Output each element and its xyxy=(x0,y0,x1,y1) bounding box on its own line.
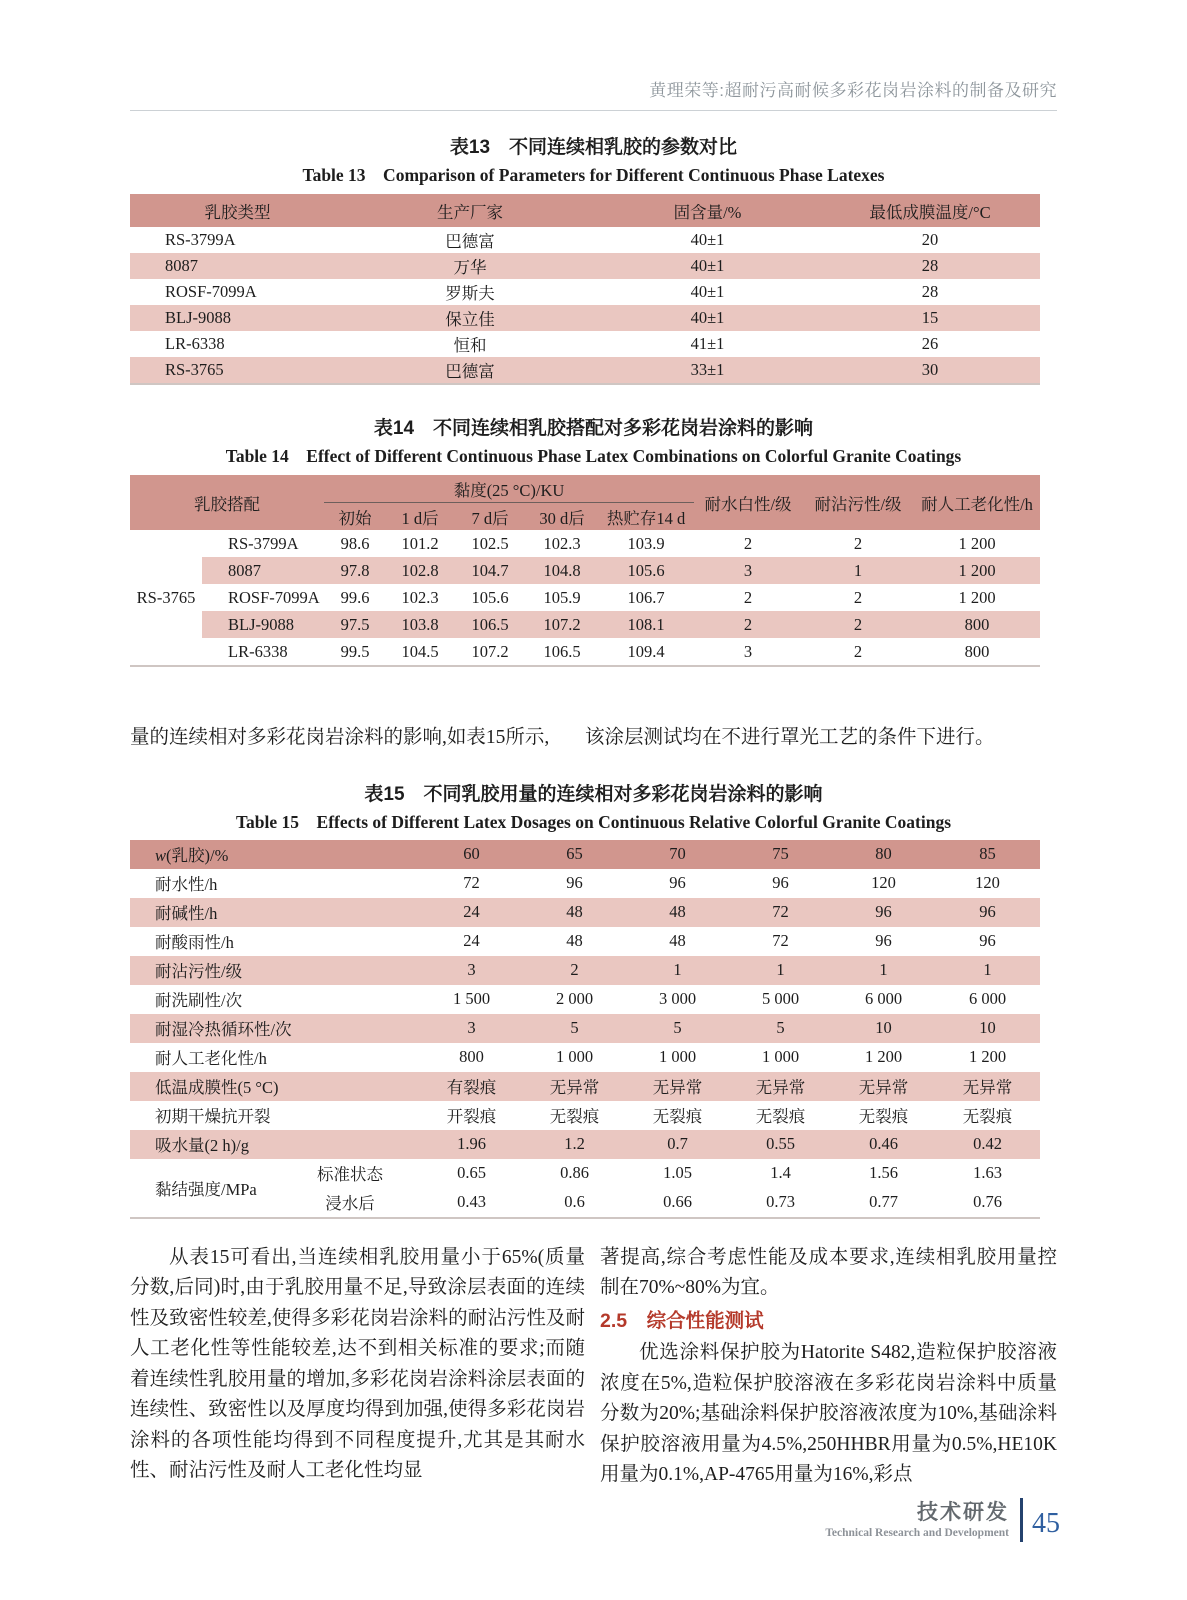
table-cell: 0.42 xyxy=(935,1130,1040,1159)
header-cell: 75 xyxy=(729,840,832,869)
table-cell: 0.46 xyxy=(832,1130,935,1159)
table-row xyxy=(130,956,1040,985)
table-cell: 1 000 xyxy=(761,1047,800,1066)
table-cell: 1 200 xyxy=(958,533,996,553)
table-cell: 6 000 xyxy=(864,989,903,1008)
header-cell: 7 d后 xyxy=(454,503,526,531)
body-column-left xyxy=(130,1243,585,1491)
table-cell: 0.6 xyxy=(564,1192,585,1211)
table-cell: 109.4 xyxy=(627,641,665,661)
table-cell: 26 xyxy=(921,334,939,353)
table-cell: 6 000 xyxy=(968,989,1007,1008)
table-cell: 1 xyxy=(832,956,935,985)
header-cell: 耐人工老化性/h xyxy=(914,475,1040,530)
table-cell: 28 xyxy=(921,282,939,301)
table-cell: 96 xyxy=(875,931,892,950)
table-cell: 无异常 xyxy=(626,1072,729,1101)
table-cell: ROSF-7099A xyxy=(228,587,320,607)
table-cell: 0.86 xyxy=(560,1163,589,1182)
table-cell: 0.66 xyxy=(663,1192,692,1211)
table-row xyxy=(130,557,1040,584)
table-cell: BLJ-9088 xyxy=(130,305,345,331)
table-cell: 2 xyxy=(853,587,863,607)
table14-title-en: Table 14 Effect of Different Continuous Phase Latex Combinations on Colorful Granite Coatings xyxy=(225,446,962,466)
table-cell: 107.2 xyxy=(526,611,598,638)
table-cell: RS-3799A xyxy=(228,533,299,553)
table-15 xyxy=(130,840,1040,1219)
table-cell: 2 000 xyxy=(555,989,594,1008)
header-cell: 热贮存14 d xyxy=(598,503,694,531)
table-cell: 72 xyxy=(463,873,480,892)
table-cell: 巴德富 xyxy=(445,232,495,251)
table-cell: 标准状态 xyxy=(317,1165,383,1184)
table-cell: 800 xyxy=(964,641,990,661)
header-cell: 60 xyxy=(420,840,523,869)
table-cell: 开裂痕 xyxy=(446,1107,497,1126)
table-cell: 1 xyxy=(935,956,1040,985)
table-cell: 1 200 xyxy=(914,557,1040,584)
table-cell: 浸水后 xyxy=(325,1194,375,1213)
table-cell: 2 xyxy=(853,641,863,661)
table-cell: 120 xyxy=(975,873,1000,892)
table-cell: 106.5 xyxy=(543,641,581,661)
table-row xyxy=(130,1101,1040,1130)
table-cell: RS-3799A xyxy=(165,230,236,249)
table-cell: 5 xyxy=(626,1014,729,1043)
table-row xyxy=(130,1130,1040,1159)
table-cell: 72 xyxy=(729,898,832,927)
table-row xyxy=(130,279,1040,305)
table-cell: 96 xyxy=(979,931,996,950)
section-heading-2-5: 2.5 综合性能测试 xyxy=(600,1309,764,1332)
table-cell: 3 xyxy=(743,641,753,661)
table-cell: 1.56 xyxy=(869,1163,898,1182)
table-cell: 2 xyxy=(694,611,802,638)
table-cell: 106.5 xyxy=(454,611,526,638)
table-cell: 102.5 xyxy=(471,533,509,553)
table-cell: 1.63 xyxy=(973,1163,1002,1182)
table-cell: 72 xyxy=(772,931,789,950)
page-header-rule xyxy=(130,0,1057,111)
table15-title-zh: 表15 不同乳胶用量的连续相对多彩花岗岩涂料的影响 xyxy=(364,783,823,805)
table-cell: 耐沾污性/级 xyxy=(130,956,420,985)
table-cell: 96 xyxy=(935,898,1040,927)
table-cell: 1 xyxy=(626,956,729,985)
table-cell: 104.5 xyxy=(401,641,439,661)
table-cell: 无裂痕 xyxy=(962,1107,1013,1126)
table-cell: 101.2 xyxy=(401,533,439,553)
table-cell: 有裂痕 xyxy=(420,1072,523,1101)
table-cell: 105.6 xyxy=(598,557,694,584)
table-row xyxy=(130,227,1040,253)
table-cell: 吸水量(2 h)/g xyxy=(130,1130,420,1159)
table-cell: 1 000 xyxy=(555,1047,594,1066)
footer-divider-bar xyxy=(1020,1498,1023,1542)
table-cell: 96 xyxy=(832,898,935,927)
table-cell: 41±1 xyxy=(690,334,725,353)
table-row xyxy=(130,584,1040,611)
table-cell: 初期干燥抗开裂 xyxy=(155,1107,271,1126)
table-row xyxy=(130,331,1040,357)
table-cell: 28 xyxy=(820,253,1040,279)
table-cell: 耐湿冷热循环性/次 xyxy=(130,1014,420,1043)
table-row xyxy=(130,1014,1040,1043)
table-cell: 无异常 xyxy=(523,1072,626,1101)
table-cell: 耐人工老化性/h xyxy=(155,1049,267,1068)
header-cell: 30 d后 xyxy=(526,503,598,531)
table-cell: 97.8 xyxy=(324,557,386,584)
body-text xyxy=(130,1243,1057,1491)
table-cell: 104.8 xyxy=(526,557,598,584)
header-cell: 65 xyxy=(523,840,626,869)
table-cell: 无裂痕 xyxy=(549,1107,600,1126)
table-cell: 保立佳 xyxy=(345,305,595,331)
table-cell: 40±1 xyxy=(690,230,725,249)
table-cell: 黏结强度/MPa xyxy=(155,1179,257,1199)
table-cell: 5 xyxy=(523,1014,626,1043)
table-cell: 无裂痕 xyxy=(652,1107,703,1126)
header-cell xyxy=(130,840,420,869)
table-row xyxy=(130,869,1040,898)
table-row xyxy=(130,840,1040,869)
table-cell: 97.5 xyxy=(324,611,386,638)
table-cell: 1 200 xyxy=(958,587,996,607)
table-cell: 98.6 xyxy=(340,533,370,553)
table-cell: 800 xyxy=(914,611,1040,638)
table13-title-en: Table 13 Comparison of Parameters for Different Continuous Phase Latexes xyxy=(302,165,885,185)
body-paragraph: 从表15可看出,当连续相乳胶用量小于65%(质量分数,后同)时,由于乳胶用量不足,导致涂层表面的连续性及致密性较差,使得多彩花岗岩涂料的耐沾污性及耐人工老化性等性能较差,达不到相关标准的要求;而随着连续性乳胶用量的增加,多彩花岗岩涂料涂层表面的连续性、致密性以及厚度均得到加强,使得多彩花岗岩涂料的各项性能均得到不同程度提升,尤其是其耐水性、耐沾污性及耐人工老化性均显 xyxy=(130,1246,585,1481)
mid-paragraph xyxy=(130,723,1057,754)
table-cell: 48 xyxy=(566,931,583,950)
table-13 xyxy=(130,194,1040,385)
page-number: 45 xyxy=(1032,1508,1060,1539)
table14-title-zh: 表14 不同连续相乳胶搭配对多彩花岗岩涂料的影响 xyxy=(373,418,814,439)
header-cell: 耐水白性/级 xyxy=(694,475,802,530)
body-paragraph: 优选涂料保护胶为Hatorite S482,造粒保护胶溶液浓度在5%,造粒保护胶溶液在多彩花岗岩涂料中质量分数为20%;基础涂料保护胶溶液浓度为10%,基础涂料保护胶溶液用量为4.5%,250HHBR用量为0.5%,HE10K用量为0.1%,AP-4765用量为16%,彩点 xyxy=(600,1342,1057,1485)
header-cell: 固含量/% xyxy=(595,194,820,227)
table-cell: 48 xyxy=(669,931,686,950)
table-cell: 0.77 xyxy=(869,1192,898,1211)
table-cell: 巴德富 xyxy=(345,357,595,384)
table-cell: 无异常 xyxy=(935,1072,1040,1101)
page-footer xyxy=(825,1498,1060,1542)
table-14 xyxy=(130,475,1040,667)
table-cell: 120 xyxy=(871,873,896,892)
table-cell: 耐洗刷性/次 xyxy=(155,991,243,1010)
table-cell: 0.7 xyxy=(626,1130,729,1159)
table-cell: 102.8 xyxy=(386,557,454,584)
table-cell: 8087 xyxy=(202,557,324,584)
footer-section-label xyxy=(825,1501,1009,1540)
table-cell: 2 xyxy=(523,956,626,985)
table-cell: 2 xyxy=(853,533,863,553)
table-cell: 2 xyxy=(743,533,753,553)
table-cell: 15 xyxy=(820,305,1040,331)
table-cell: 1 500 xyxy=(452,989,491,1008)
mid-paragraph-right: 该涂层测试均在不进行罩光工艺的条件下进行。 xyxy=(585,727,995,748)
table-cell: 10 xyxy=(832,1014,935,1043)
table-cell: 8087 xyxy=(130,253,345,279)
table-cell: 5 000 xyxy=(761,989,800,1008)
table-cell: 无裂痕 xyxy=(858,1107,909,1126)
table-cell: 5 xyxy=(729,1014,832,1043)
table-cell: 108.1 xyxy=(598,611,694,638)
table-cell: 107.2 xyxy=(471,641,509,661)
table-cell: 2 xyxy=(802,611,914,638)
table-cell: 恒和 xyxy=(453,336,487,355)
table-cell: 耐酸雨性/h xyxy=(155,933,234,952)
header-w-italic: w xyxy=(155,846,167,865)
table-cell: 2 xyxy=(743,587,753,607)
table-cell: 0.76 xyxy=(973,1192,1002,1211)
table-cell: 33±1 xyxy=(595,357,820,384)
header-cell: 1 d后 xyxy=(386,503,454,531)
table-cell: 103.9 xyxy=(627,533,665,553)
table-cell: 800 xyxy=(459,1047,484,1066)
table-cell: 20 xyxy=(921,230,939,249)
table-cell: 48 xyxy=(626,898,729,927)
table-cell: BLJ-9088 xyxy=(202,611,324,638)
table-cell: 105.9 xyxy=(543,587,581,607)
table-cell: 罗斯夫 xyxy=(445,284,495,303)
table-cell: 48 xyxy=(523,898,626,927)
table-cell: 24 xyxy=(420,898,523,927)
table-cell: 低温成膜性(5 °C) xyxy=(130,1072,420,1101)
table-row xyxy=(130,253,1040,279)
table-row xyxy=(130,530,1040,557)
table-row xyxy=(130,985,1040,1014)
table-cell: 105.6 xyxy=(471,587,509,607)
table-cell: 104.7 xyxy=(454,557,526,584)
running-title: 黄理荣等:超耐污高耐候多彩花岗岩涂料的制备及研究 xyxy=(649,81,1057,100)
table-row xyxy=(130,194,1040,227)
table-cell: 耐水性/h xyxy=(155,875,218,894)
table-cell: 103.8 xyxy=(386,611,454,638)
table-cell: 1.05 xyxy=(663,1163,692,1182)
header-cell: 耐沾污性/级 xyxy=(802,475,914,530)
table-row xyxy=(130,927,1040,956)
table13-title-zh: 表13 不同连续相乳胶的参数对比 xyxy=(449,137,738,158)
table-cell: 102.3 xyxy=(543,533,581,553)
table-cell: 1 xyxy=(729,956,832,985)
table-row xyxy=(130,305,1040,331)
table-cell: 3 xyxy=(420,1014,523,1043)
header-cell: 70 xyxy=(626,840,729,869)
table-cell: 万华 xyxy=(345,253,595,279)
table-cell: 10 xyxy=(935,1014,1040,1043)
table-cell: 96 xyxy=(669,873,686,892)
body-column-right xyxy=(600,1243,1057,1491)
table-cell: 99.6 xyxy=(340,587,370,607)
table-row xyxy=(130,638,1040,666)
table-cell: 3 xyxy=(694,557,802,584)
table-cell: ROSF-7099A xyxy=(165,282,257,301)
table-cell: 无异常 xyxy=(729,1072,832,1101)
table-cell: 0.73 xyxy=(766,1192,795,1211)
table-cell: 1 xyxy=(802,557,914,584)
table-cell: 24 xyxy=(463,931,480,950)
table-row xyxy=(130,357,1040,384)
table-row xyxy=(130,1072,1040,1101)
header-w-rest: (乳胶)/% xyxy=(166,846,229,865)
table-cell: 99.5 xyxy=(340,641,370,661)
body-paragraph: 著提高,综合考虑性能及成本要求,连续相乳胶用量控制在70%~80%为宜。 xyxy=(600,1246,1057,1298)
table-cell: 0.55 xyxy=(729,1130,832,1159)
table15-title-en: Table 15 Effects of Different Latex Dosages on Continuous Relative Colorful Granite Coatings xyxy=(235,811,952,832)
table-cell: 106.7 xyxy=(627,587,665,607)
mid-paragraph-left: 量的连续相对多彩花岗岩涂料的影响,如表15所示, xyxy=(130,727,550,748)
table-cell: 96 xyxy=(566,873,583,892)
table-cell: 3 000 xyxy=(658,989,697,1008)
header-cell: 乳胶搭配 xyxy=(130,475,324,530)
table-cell: 30 xyxy=(820,357,1040,384)
header-cell: 生产厂家 xyxy=(345,194,595,227)
table-cell: 3 xyxy=(420,956,523,985)
table-cell: 102.3 xyxy=(401,587,439,607)
table-cell: 40±1 xyxy=(595,253,820,279)
table-cell: 1 000 xyxy=(658,1047,697,1066)
table-cell: 1.2 xyxy=(523,1130,626,1159)
table-cell: 无异常 xyxy=(832,1072,935,1101)
header-cell: 黏度(25 °C)/KU xyxy=(324,475,694,503)
header-cell: 乳胶类型 xyxy=(130,194,345,227)
header-cell: 最低成膜温度/°C xyxy=(820,194,1040,227)
table-cell: 96 xyxy=(772,873,789,892)
table-cell: 0.43 xyxy=(457,1192,486,1211)
header-cell: 85 xyxy=(935,840,1040,869)
table-cell: 耐碱性/h xyxy=(130,898,420,927)
table-cell: LR-6338 xyxy=(165,334,225,353)
table-cell: RS-3765 xyxy=(136,587,196,607)
table-cell: 1.96 xyxy=(420,1130,523,1159)
table-cell: 1.4 xyxy=(770,1163,791,1182)
table-row xyxy=(130,1043,1040,1072)
table-cell: 1 200 xyxy=(864,1047,903,1066)
table-row xyxy=(130,898,1040,927)
header-cell: 初始 xyxy=(324,503,386,531)
table-row xyxy=(130,1159,1040,1188)
table-cell: RS-3765 xyxy=(130,357,345,384)
table-cell: 40±1 xyxy=(595,305,820,331)
header-cell: 80 xyxy=(832,840,935,869)
table-cell: 1 200 xyxy=(968,1047,1007,1066)
table-cell: 40±1 xyxy=(690,282,725,301)
table-cell: 0.65 xyxy=(457,1163,486,1182)
footer-label-en: Technical Research and Development xyxy=(825,1526,1009,1539)
table-cell: LR-6338 xyxy=(228,641,288,661)
table-row xyxy=(130,475,1040,503)
table-row xyxy=(130,611,1040,638)
table-cell: 无裂痕 xyxy=(755,1107,806,1126)
footer-label-zh: 技术研发 xyxy=(917,1500,1009,1524)
